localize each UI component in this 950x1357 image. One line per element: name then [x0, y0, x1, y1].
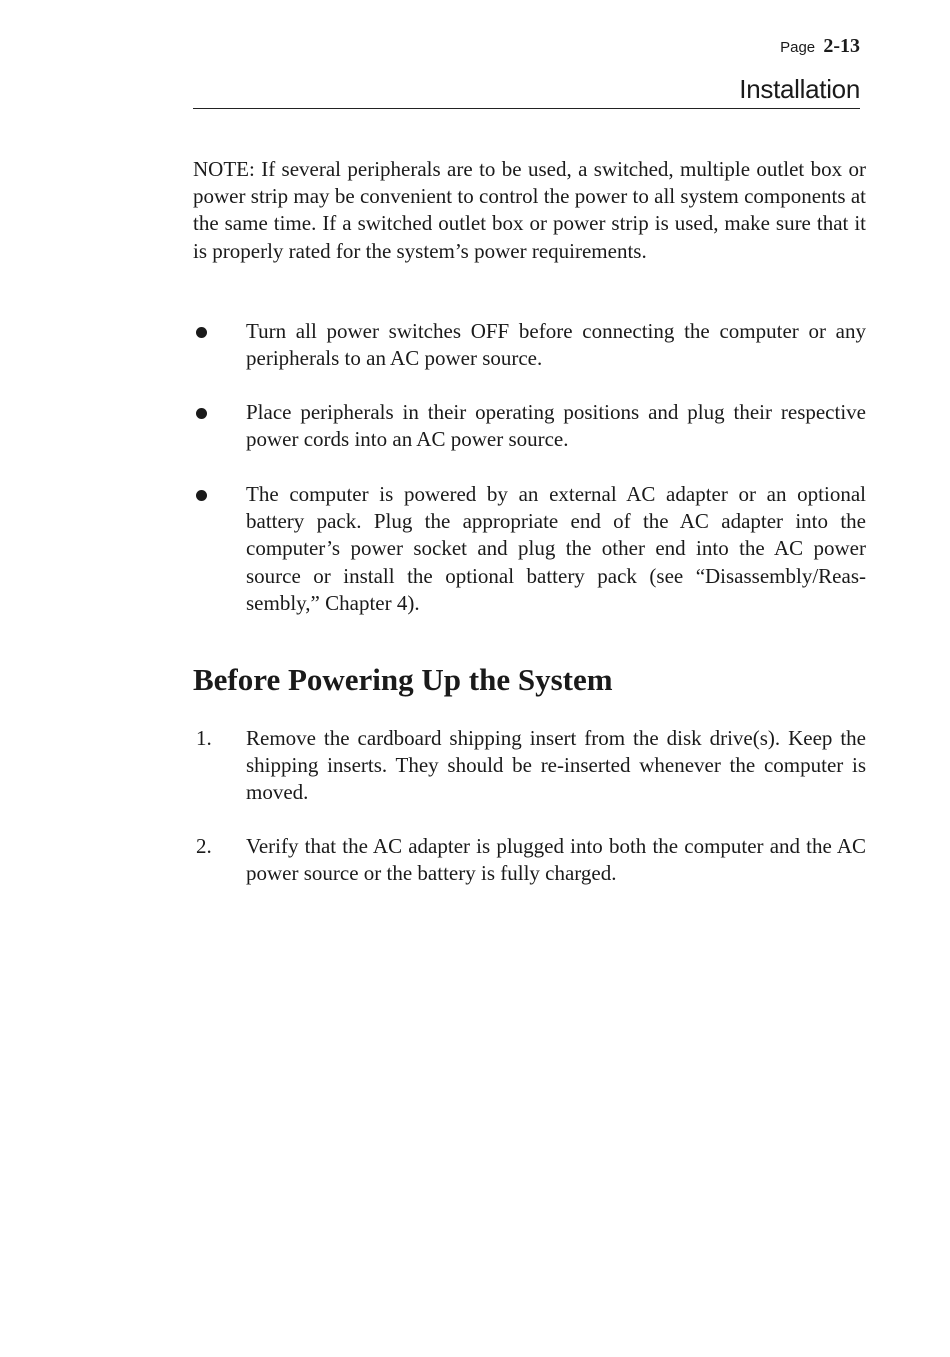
- bullet-icon: [196, 327, 207, 338]
- page-header: [193, 32, 860, 109]
- section-heading: Before Powering Up the System: [193, 662, 613, 697]
- running-section-title: Installation: [739, 74, 860, 104]
- page-label: Page: [780, 39, 816, 56]
- bullet-text: Place peripherals in their operating positions and plug their respective power cords into an AC power source.: [246, 400, 866, 452]
- note-paragraph: NOTE: If several peripherals are to be used, a switched, multiple outlet box or power strip may be convenient to control the power to all system components at the same time. If a switched outlet box or power strip is used, make sure that it is properly rated for the system’s power requirements.: [193, 157, 866, 263]
- bullet-item: [193, 318, 866, 374]
- list-item: [193, 833, 866, 889]
- step-number: 2.: [196, 834, 212, 858]
- bullet-text: Turn all power switches OFF before connecting the computer or any peripherals to an AC power source.: [246, 319, 866, 371]
- bullet-icon: [196, 490, 207, 501]
- page-number-value: 2-13: [823, 35, 860, 57]
- step-text: Verify that the AC adapter is plugged into both the computer and the AC power source or the battery is fully charged.: [246, 834, 866, 886]
- list-item: [193, 725, 866, 809]
- bullet-item: [193, 399, 866, 455]
- step-number: 1.: [196, 726, 212, 750]
- bullet-text: The computer is powered by an external AC adapter or an optional battery pack. Plug the appropriate end of the AC adapter into the computer’s power socket and plug the other end into the AC power source or install the optional battery pack (see “Disassembly/Reassembly,” Chapter 4).: [246, 482, 866, 615]
- bullet-icon: [196, 408, 207, 419]
- step-text: Remove the cardboard shipping insert from the disk drive(s). Keep the shipping inserts. They should be re-inserted whenever the computer is moved.: [246, 726, 866, 805]
- bullet-item: [193, 481, 866, 619]
- page-number: [780, 34, 860, 60]
